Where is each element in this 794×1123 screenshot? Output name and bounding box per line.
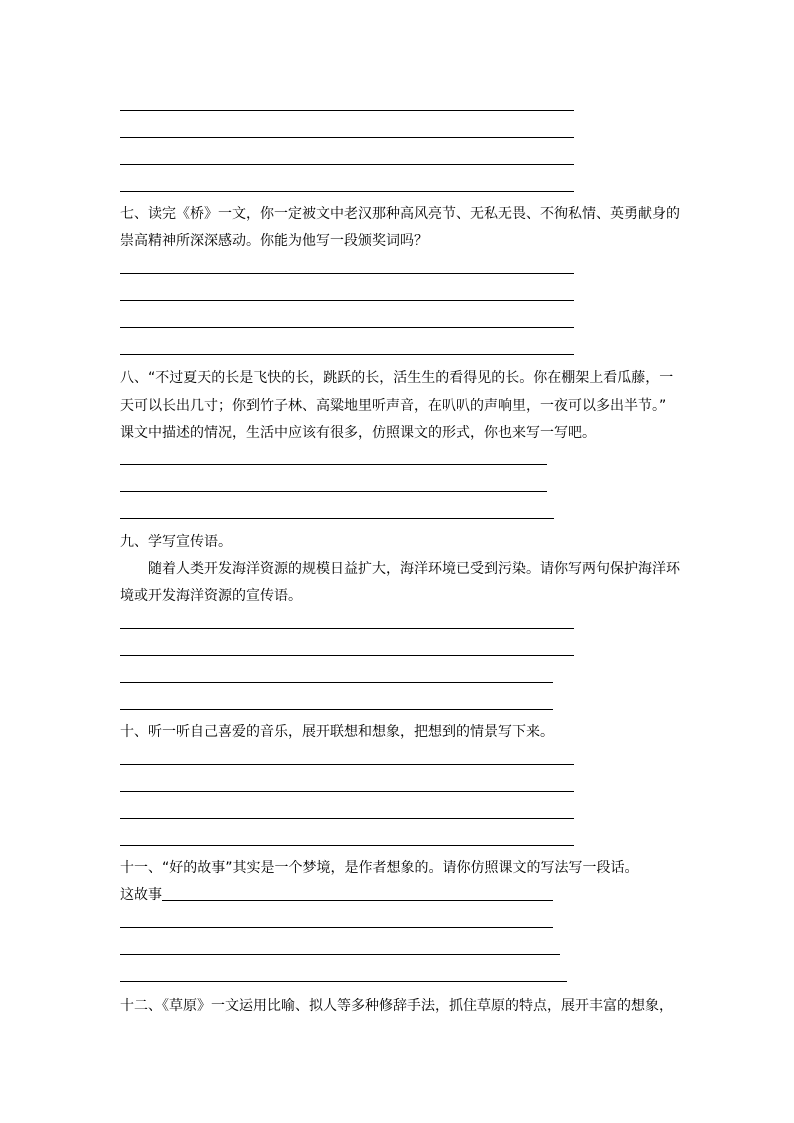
answer-line[interactable] — [120, 327, 574, 328]
answer-line[interactable] — [120, 818, 574, 819]
question-8-line-3: 课文中描述的情况，生活中应该有很多，仿照课文的形式，你也来写一写吧。 — [120, 425, 596, 441]
answer-line[interactable] — [120, 354, 574, 355]
answer-line[interactable] — [120, 191, 574, 192]
question-8-line-2: 天可以长出几寸；你到竹子林、高粱地里听声音，在叭叭的声响里，一夜可以多出半节。” — [120, 398, 667, 414]
answer-line[interactable] — [162, 900, 553, 901]
answer-line[interactable] — [120, 927, 553, 928]
question-11-line-1: 十一、“好的故事”其实是一个梦境，是作者想象的。请你仿照课文的写法写一段话。 — [120, 860, 639, 876]
answer-line[interactable] — [120, 518, 554, 519]
answer-line[interactable] — [120, 491, 547, 492]
answer-line[interactable] — [120, 628, 574, 629]
answer-line[interactable] — [120, 300, 574, 301]
question-12-line-1: 十二、《草原》一文运用比喻、拟人等多种修辞手法，抓住草原的特点，展开丰富的想象， — [120, 998, 673, 1014]
question-11-prefix: 这故事 — [120, 887, 162, 903]
question-10-line-1: 十、听一听自己喜爱的音乐，展开联想和想象，把想到的情景写下来。 — [120, 724, 554, 740]
answer-line[interactable] — [120, 845, 574, 846]
answer-line[interactable] — [120, 682, 553, 683]
answer-line[interactable] — [120, 273, 574, 274]
answer-line[interactable] — [120, 110, 574, 111]
answer-line[interactable] — [120, 981, 567, 982]
question-9-line-2: 境或开发海洋资源的宣传语。 — [120, 588, 302, 604]
question-7-line-2: 崇高精神所深深感动。你能为他写一段颁奖词吗？ — [120, 233, 428, 249]
answer-line[interactable] — [120, 464, 547, 465]
answer-line[interactable] — [120, 764, 574, 765]
answer-line[interactable] — [120, 954, 560, 955]
answer-line[interactable] — [120, 791, 574, 792]
answer-line[interactable] — [120, 164, 574, 165]
question-7-line-1: 七、读完《桥》一文，你一定被文中老汉那种高风亮节、无私无畏、不徇私情、英勇献身的 — [120, 206, 680, 222]
answer-line[interactable] — [120, 655, 574, 656]
question-9-title: 九、学写宣传语。 — [120, 534, 232, 550]
answer-line[interactable] — [120, 137, 574, 138]
answer-line[interactable] — [120, 709, 553, 710]
question-8-line-1: 八、“不过夏天的长是飞快的长，跳跃的长，活生生的看得见的长。你在棚架上看瓜藤，一 — [120, 370, 674, 386]
question-9-line-1: 随着人类开发海洋资源的规模日益扩大，海洋环境已受到污染。请你写两句保护海洋环 — [148, 561, 680, 577]
